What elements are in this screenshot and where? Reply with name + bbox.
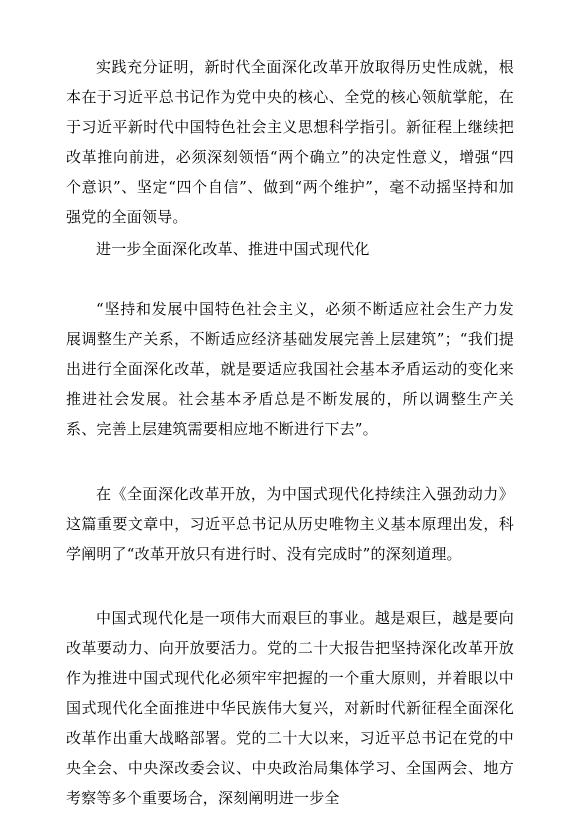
paragraph-quote: “坚持和发展中国特色社会主义，必须不断适应社会生产力发展调整生产关系，不断适应经济基础发展完善上层建筑”；“我们提出进行全面深化改革，就是要适应我国社会基本矛盾运动的变化来推进社会发展。社会基本矛盾总是不断发展的，所以调整生产关系、完善上层建筑需要相应地不断进行下去”。	[66, 300, 514, 438]
paragraph-modernization: 中国式现代化是一项伟大而艰巨的事业。越是艰巨，越是要向改革要动力、向开放要活力。党的二十大报告把坚持深化改革开放作为推进中国式现代化必须牢牢把握的一个重大原则，并着眼以中国式现代化全面推进中华民族伟大复兴，对新时代新征程全面深化改革作出重大战略部署。党的二十大以来，习近平总书记在党的中央全会、中央深改委会议、中央政治局集体学习、全国两会、地方考察等多个重要场合，深刻阐明进一步全	[66, 609, 514, 807]
paragraph-article-reference: 在《全面深化改革开放，为中国式现代化持续注入强劲动力》这篇重要文章中，习近平总书记从历史唯物主义基本原理出发，科学阐明了“改革开放只有进行时、没有完成时”的深刻道理。	[66, 485, 514, 563]
paragraph-reform-achievements: 实践充分证明，新时代全面深化改革开放取得历史性成就，根本在于习近平总书记作为党中央的核心、全党的核心领航掌舵，在于习近平新时代中国特色社会主义思想科学指引。新征程上继续把改革推向前进，必须深刻领悟“两个确立”的决定性意义，增强“四个意识”、坚定“四个自信”、做到“两个维护”，毫不动摇坚持和加强党的全面领导。	[66, 58, 514, 226]
section-heading: 进一步全面深化改革、推进中国式现代化	[96, 240, 370, 258]
